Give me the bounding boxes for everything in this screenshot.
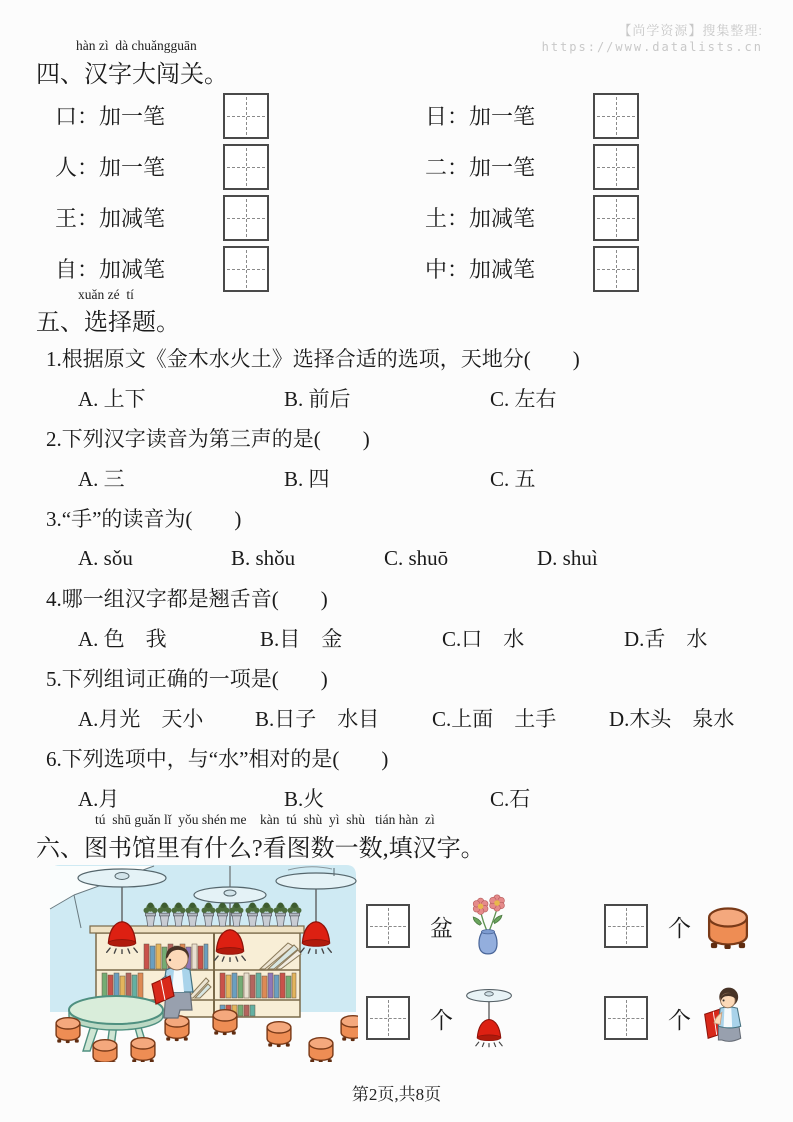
writing-box[interactable] xyxy=(223,195,269,241)
library-illustration xyxy=(48,864,358,1062)
stroke-item-label: 口：加一笔 xyxy=(55,104,166,129)
watermark-url: https://www.datalists.cn xyxy=(541,40,763,54)
watermark xyxy=(542,20,763,54)
stroke-item xyxy=(55,90,425,141)
measure-word: 盆 xyxy=(430,915,453,941)
question-options xyxy=(46,618,776,658)
section-4-grid xyxy=(55,90,755,294)
stroke-item-label: 中：加减笔 xyxy=(425,257,536,282)
option: A. 上下 xyxy=(78,387,146,411)
measure-word: 个 xyxy=(668,1007,691,1033)
option: A.月 xyxy=(78,787,120,811)
question-options xyxy=(46,538,776,578)
stroke-item-label: 王：加减笔 xyxy=(55,206,166,231)
section-5-title: 五、选择题。 xyxy=(36,310,180,336)
stroke-item-label: 人：加一笔 xyxy=(55,155,166,180)
measure-word: 个 xyxy=(430,1007,453,1033)
option: D. shuì xyxy=(537,545,598,570)
question-2 xyxy=(46,418,776,498)
stroke-item-label: 自：加减笔 xyxy=(55,257,166,282)
option: B.火 xyxy=(284,787,325,811)
writing-box[interactable] xyxy=(223,144,269,190)
question-text: 4.哪一组汉字都是翘舌音( ) xyxy=(46,587,328,611)
option: C.石 xyxy=(490,787,531,811)
option: A.月光 天小 xyxy=(78,707,204,731)
question-4 xyxy=(46,578,776,658)
writing-box[interactable] xyxy=(604,996,648,1040)
answer-item xyxy=(604,990,793,1046)
stool-icon xyxy=(701,903,755,950)
stroke-item xyxy=(425,90,725,141)
question-options xyxy=(46,458,776,498)
question-1 xyxy=(46,338,776,418)
stroke-item-label: 日：加一笔 xyxy=(425,104,536,129)
question-text: 6.下列选项中，与“水”相对的是( ) xyxy=(46,747,389,771)
flower-vase-icon xyxy=(463,894,513,958)
option: B. shǒu xyxy=(231,545,296,570)
question-5 xyxy=(46,658,776,738)
writing-box[interactable] xyxy=(604,904,648,948)
answer-item xyxy=(366,990,604,1046)
option: A. sǒu xyxy=(78,545,133,570)
stroke-item xyxy=(425,141,725,192)
option: C.上面 土手 xyxy=(432,707,557,731)
section-5-pinyin: xuǎn zé tí xyxy=(78,287,134,302)
option: A. 色 我 xyxy=(78,627,167,651)
stroke-item-label: 土：加减笔 xyxy=(425,206,536,231)
option: C.口 水 xyxy=(442,627,525,651)
question-text: 1.根据原文《金木水火土》选择合适的选项，天地分( ) xyxy=(46,347,580,371)
watermark-source: 【尚学资源】搜集整理: xyxy=(618,23,763,38)
writing-box[interactable] xyxy=(223,246,269,292)
section-6-answers xyxy=(366,898,793,1046)
writing-box[interactable] xyxy=(593,93,639,139)
answer-item xyxy=(366,898,604,954)
section-6-title: 六、图书馆里有什么?看图数一数,填汉字。 xyxy=(36,836,485,862)
boy-reading-icon xyxy=(701,985,753,1052)
stroke-item xyxy=(425,243,725,294)
section-4-title: 四、汉字大闯关。 xyxy=(36,62,228,88)
section-5-questions xyxy=(46,338,776,818)
flower-pots xyxy=(144,902,302,926)
writing-box[interactable] xyxy=(593,195,639,241)
option: C. 五 xyxy=(490,467,536,491)
question-text: 3.“手”的读音为( ) xyxy=(46,507,242,531)
option: D.舌 水 xyxy=(624,627,708,651)
option: C. 左右 xyxy=(490,387,557,411)
option: C. shuō xyxy=(384,545,449,570)
question-text: 5.下列组词正确的一项是( ) xyxy=(46,667,328,691)
option: B. 前后 xyxy=(284,387,351,411)
stroke-item xyxy=(55,141,425,192)
stroke-item xyxy=(55,192,425,243)
question-options xyxy=(46,698,776,738)
answer-item xyxy=(604,898,793,954)
writing-box[interactable] xyxy=(223,93,269,139)
section-4-pinyin: hàn zì dà chuǎngguān xyxy=(76,38,197,53)
writing-box[interactable] xyxy=(366,904,410,948)
option: D.木头 泉水 xyxy=(609,707,735,731)
question-6 xyxy=(46,738,776,818)
stroke-item-label: 二：加一笔 xyxy=(425,155,536,180)
pendant-lamp-icon xyxy=(463,987,515,1049)
writing-box[interactable] xyxy=(593,246,639,292)
page-number: 第2页,共8页 xyxy=(351,1085,442,1104)
measure-word: 个 xyxy=(668,915,691,941)
option: B.日子 水目 xyxy=(255,707,380,731)
stroke-item xyxy=(425,192,725,243)
question-options xyxy=(46,378,776,418)
question-text: 2.下列汉字读音为第三声的是( ) xyxy=(46,427,370,451)
section-6-pinyin: tú shū guǎn lǐ yǒu shén me kàn tú shù yì shù tián hàn zì xyxy=(95,812,435,827)
option: A. 三 xyxy=(78,467,125,491)
writing-box[interactable] xyxy=(366,996,410,1040)
writing-box[interactable] xyxy=(593,144,639,190)
question-3 xyxy=(46,498,776,578)
option: B.目 金 xyxy=(260,627,343,651)
option: B. 四 xyxy=(284,467,330,491)
